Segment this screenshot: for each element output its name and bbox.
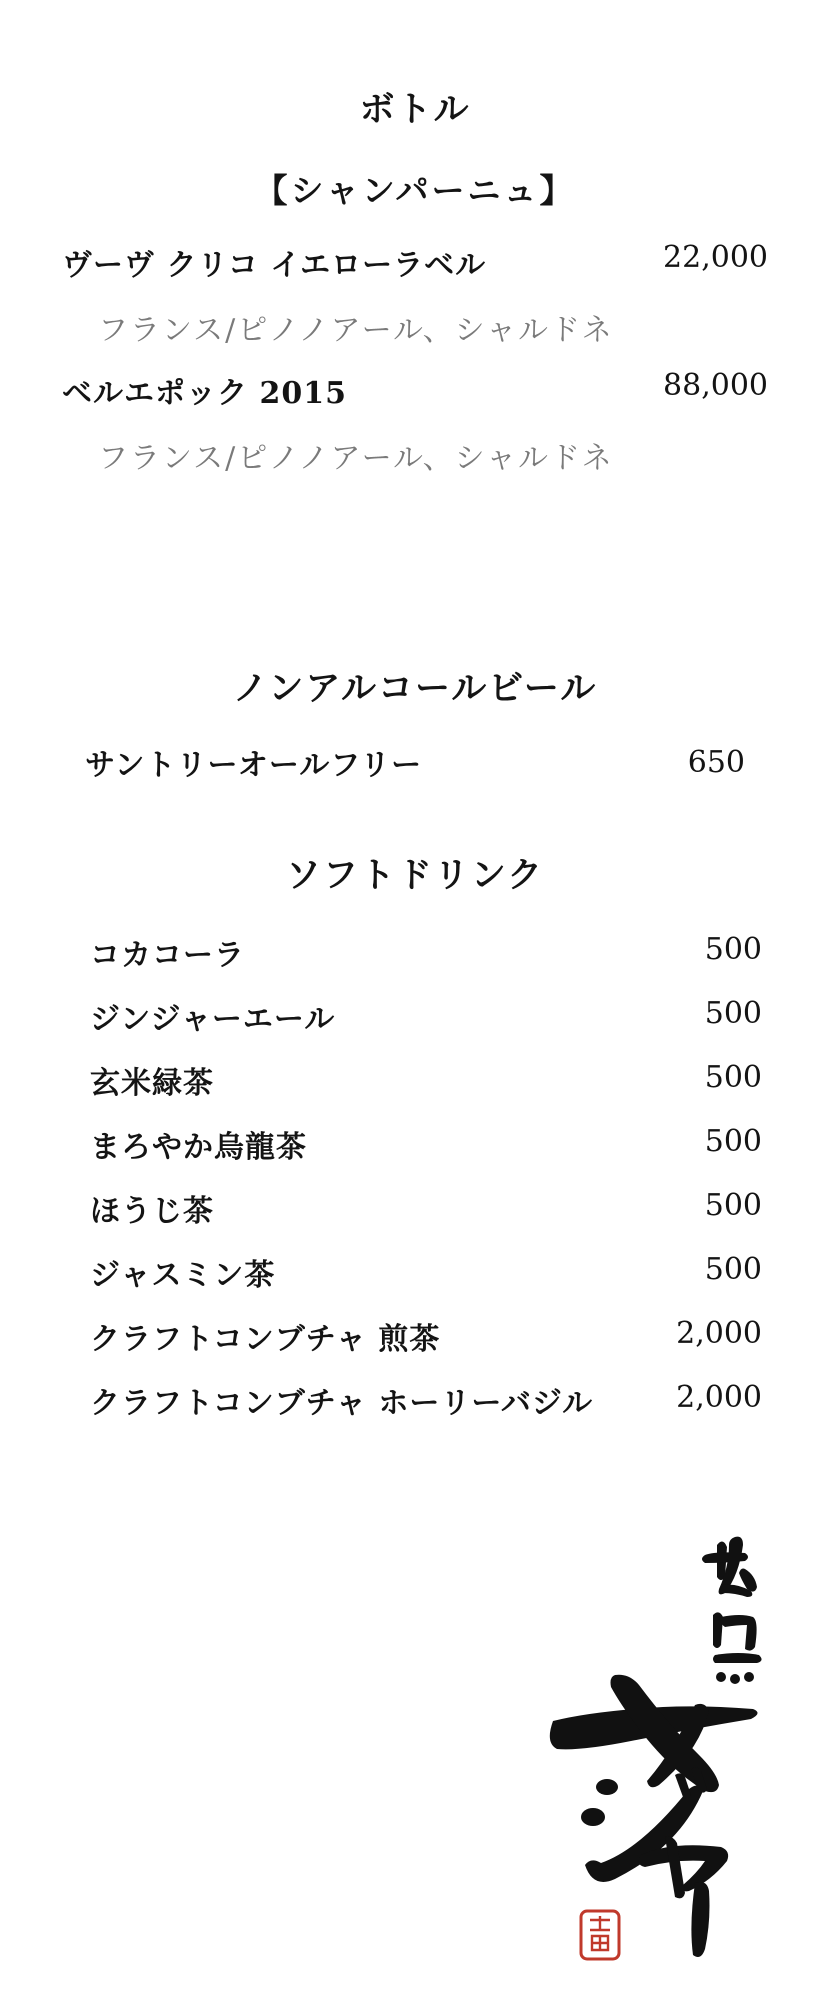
menu-item-price: 650: [687, 745, 745, 780]
menu-item-price: 500: [704, 1188, 762, 1223]
menu-item-price: 500: [704, 1252, 762, 1287]
menu-item-name: クラフトコンブチャ 煎茶: [90, 1322, 441, 1357]
nonalcohol-beer-section-title: ノンアルコールビール: [232, 668, 598, 709]
menu-item-name: コカコーラ: [90, 938, 245, 973]
menu-item-name: ほうじ茶: [90, 1194, 214, 1229]
logo-yaki-glyph: [702, 1537, 757, 1597]
seal-stamp: [578, 1908, 622, 1962]
logo-tori-glyph: [713, 1612, 762, 1684]
menu-item-name: ベルエポック 2015: [62, 376, 347, 411]
menu-item-price: 2,000: [676, 1380, 762, 1415]
logo-bar-glyph: [691, 1882, 709, 1957]
menu-item-name: まろやか烏龍茶: [90, 1130, 307, 1165]
menu-item-name: 玄米緑茶: [90, 1066, 214, 1101]
menu-item-name: クラフトコンブチャ ホーリーバジル: [90, 1386, 594, 1421]
menu-item-price: 22,000: [663, 240, 768, 275]
champagne-subheading: 【シャンパーニュ】: [254, 171, 576, 210]
menu-item-name: ジャスミン茶: [90, 1258, 276, 1293]
menu-item-price: 500: [704, 932, 762, 967]
menu-item-price: 500: [704, 1124, 762, 1159]
menu-item-price: 88,000: [663, 368, 768, 403]
menu-item-price: 500: [704, 1060, 762, 1095]
menu-item-price: 500: [704, 996, 762, 1031]
logo-me-glyph: [550, 1675, 758, 1792]
menu-item-description: フランス/ピノノアール、シャルドネ: [98, 313, 614, 348]
menu-item-description: フランス/ピノノアール、シャルドネ: [98, 441, 614, 476]
menu-item-name: ジンジャーエール: [90, 1002, 336, 1037]
bottle-section-title: ボトル: [359, 89, 471, 130]
menu-item-price: 2,000: [676, 1316, 762, 1351]
soft-drinks-section-title: ソフトドリンク: [285, 855, 545, 896]
brand-logo: [545, 1525, 785, 1965]
menu-item-name: サントリーオールフリー: [85, 748, 423, 783]
menu-item-name: ヴーヴ クリコ イエローラベル: [62, 248, 487, 283]
